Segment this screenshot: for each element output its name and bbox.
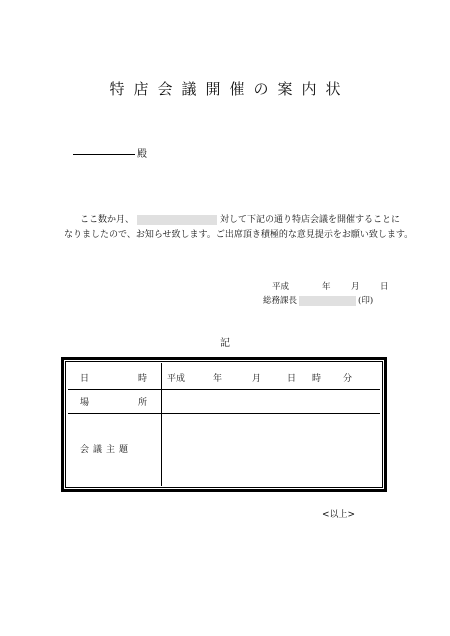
datetime-value-era: 平成 (167, 374, 186, 384)
datetime-label-char-2: 時 (138, 374, 148, 384)
place-label-char-1: 場 (80, 398, 90, 408)
body-line-2: なりましたので、お知らせ致します。ご出席頂き積極的な意見提示をお願い致します。 (64, 230, 414, 240)
body-line-1-start: ここ数か月、 (80, 215, 135, 225)
signer-title: 総務課長 (263, 296, 298, 306)
body-line-1 (80, 212, 400, 225)
closing-mark: <以上> (322, 510, 356, 520)
table-row-theme (68, 413, 380, 489)
table-row-datetime (68, 363, 380, 390)
datetime-value-hour: 時 (312, 374, 322, 384)
table-row-place (68, 389, 380, 414)
datetime-label-char-1: 日 (80, 374, 90, 384)
theme-label: 会議主題 (80, 445, 133, 455)
addressee-honorific: 殿 (137, 149, 147, 160)
datetime-value-month: 月 (252, 374, 262, 384)
addressee-blank-line (73, 154, 135, 155)
meeting-details-table (61, 357, 387, 492)
date-month: 月 (351, 282, 360, 292)
place-label-char-2: 所 (138, 398, 148, 408)
signer-line (263, 294, 373, 306)
date-year: 年 (322, 282, 331, 292)
datetime-value-minute: 分 (343, 374, 353, 384)
datetime-value-day: 日 (287, 374, 297, 384)
body-line-1-end: 対して下記の通り特店会議を開催することに (220, 215, 401, 225)
ki-heading: 記 (220, 338, 230, 349)
redacted-text-block (137, 215, 217, 225)
redacted-signer-name (299, 296, 356, 306)
date-era: 平成 (272, 282, 290, 292)
datetime-value-year: 年 (213, 374, 223, 384)
signer-seal: (印) (358, 296, 374, 306)
document-title: 特店会議開催の案内状 (109, 80, 350, 98)
date-day: 日 (380, 282, 389, 292)
